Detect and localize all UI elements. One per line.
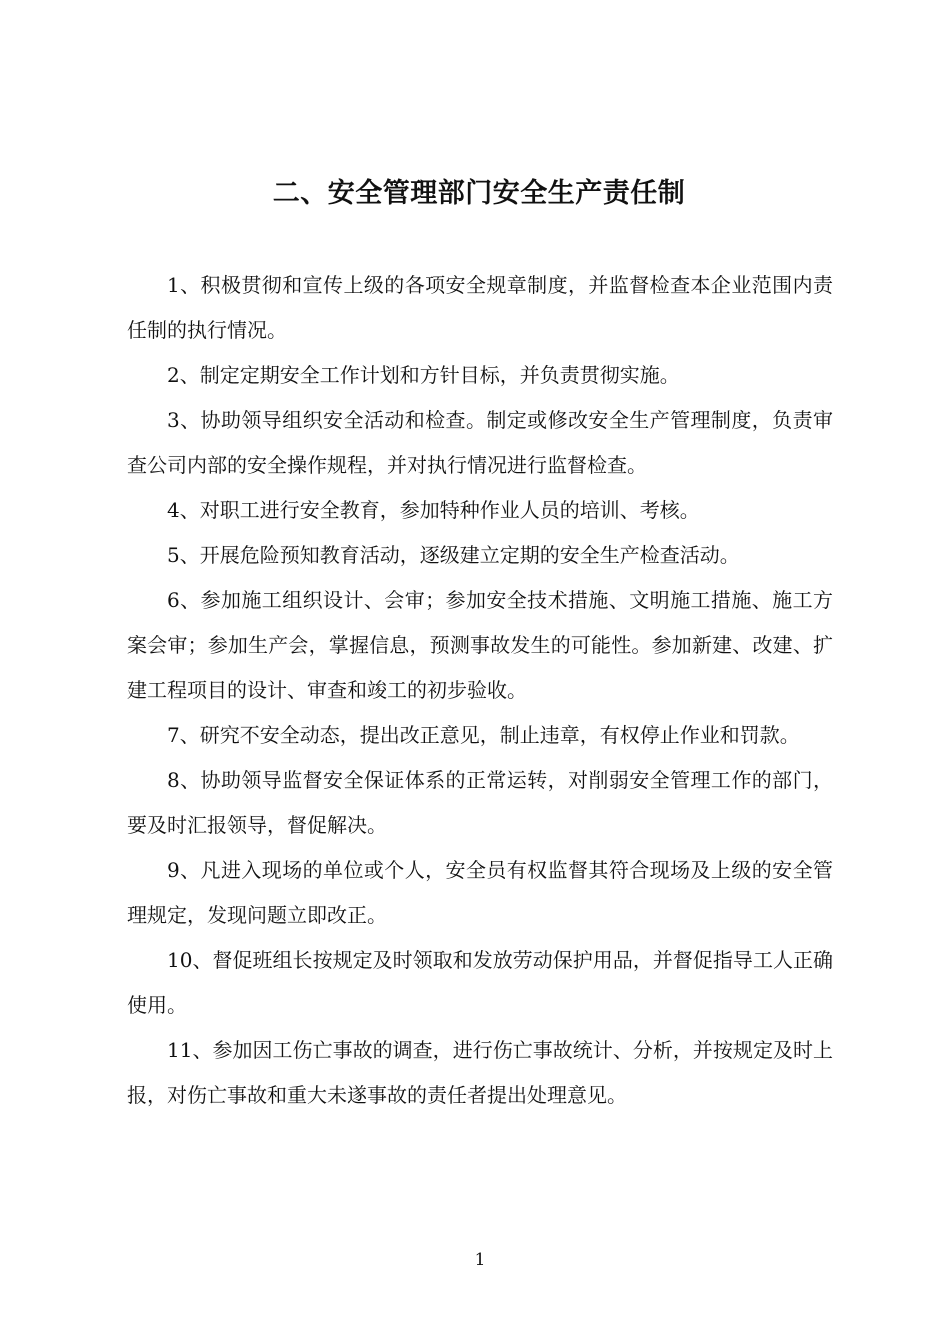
paragraph-6: 6、参加施工组织设计、会审；参加安全技术措施、文明施工措施、施工方案会审；参加生产会，掌握信息，预测事故发生的可能性。参加新建、改建、扩建工程项目的设计、审查和竣工的初步验收。 <box>127 588 833 702</box>
paragraph-1: 1、积极贯彻和宣传上级的各项安全规章制度，并监督检查本企业范围内责任制的执行情况。 <box>127 273 833 342</box>
paragraph-8: 8、协助领导监督安全保证体系的正常运转，对削弱安全管理工作的部门，要及时汇报领导，督促解决。 <box>127 768 833 837</box>
page-number: 1 <box>474 1250 486 1270</box>
paragraph-10: 10、督促班组长按规定及时领取和发放劳动保护用品，并督促指导工人正确使用。 <box>127 948 833 1017</box>
paragraph-11: 11、参加因工伤亡事故的调查，进行伤亡事故统计、分析，并按规定及时上报，对伤亡事故和重大未遂事故的责任者提出处理意见。 <box>127 1038 833 1107</box>
paragraph-3: 3、协助领导组织安全活动和检查。制定或修改安全生产管理制度，负责审查公司内部的安全操作规程，并对执行情况进行监督检查。 <box>127 408 833 477</box>
paragraph-5: 5、开展危险预知教育活动，逐级建立定期的安全生产检查活动。 <box>167 543 740 567</box>
paragraph-4: 4、对职工进行安全教育，参加特种作业人员的培训、考核。 <box>167 498 700 522</box>
document-body <box>127 263 833 1118</box>
document-title: 二、安全管理部门安全生产责任制 <box>272 178 686 209</box>
paragraph-7: 7、研究不安全动态，提出改正意见，制止违章，有权停止作业和罚款。 <box>167 723 800 747</box>
paragraph-9: 9、凡进入现场的单位或个人，安全员有权监督其符合现场及上级的安全管理规定，发现问题立即改正。 <box>127 858 833 927</box>
paragraph-2: 2、制定定期安全工作计划和方针目标，并负责贯彻实施。 <box>167 363 680 387</box>
